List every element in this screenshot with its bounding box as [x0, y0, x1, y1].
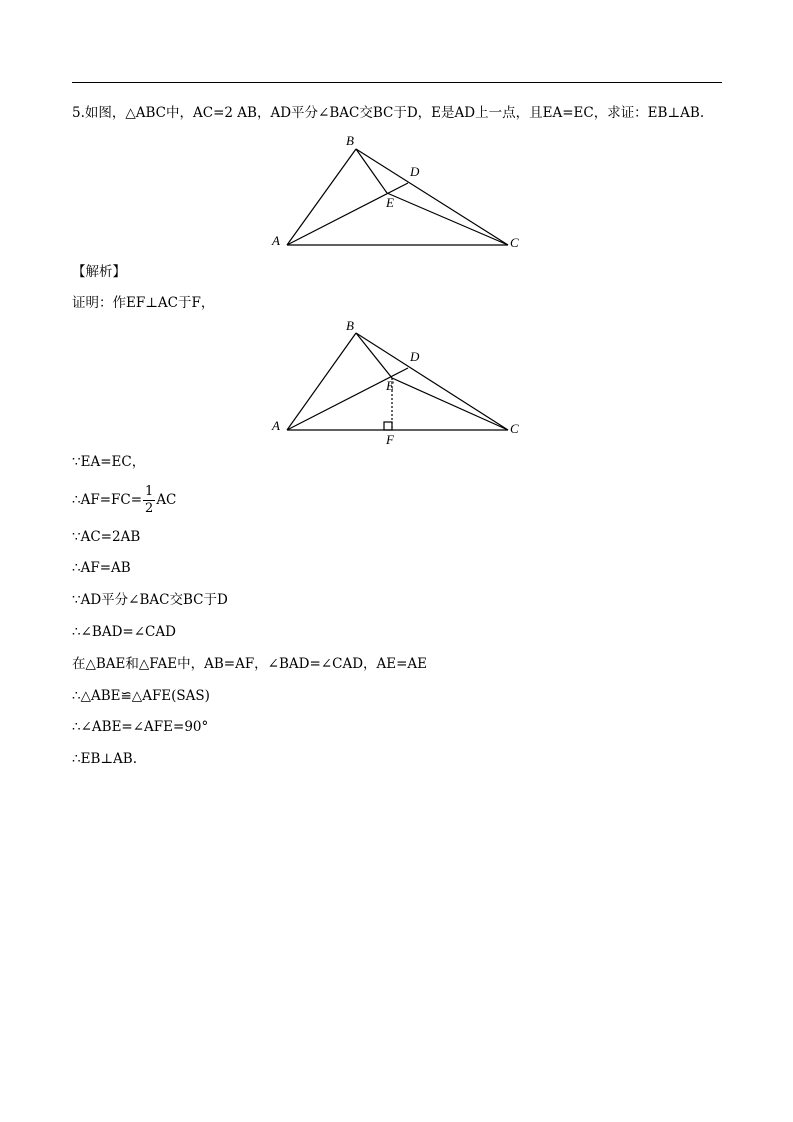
label-e: E — [386, 195, 394, 210]
step-9: ∴∠ABE=∠AFE=90° — [72, 719, 209, 735]
label-c: C — [510, 421, 519, 436]
label-b: B — [346, 318, 354, 333]
step-5: ∵AD平分∠BAC交BC于D — [72, 592, 228, 608]
analysis-heading: 【解析】 — [72, 264, 126, 280]
label-b: B — [346, 133, 354, 148]
label-d: D — [410, 164, 420, 179]
fraction-one-half — [143, 484, 155, 517]
header-rule — [72, 82, 722, 83]
label-d: D — [410, 349, 420, 364]
fraction-denominator: 2 — [145, 501, 154, 516]
step-10: ∴EB⊥AB. — [72, 751, 138, 767]
question-text: 5.如图，△ABC中，AC=2 AB，AD平分∠BAC交BC于D，E是AD上一点，且EA=EC，求证：EB⊥AB. — [72, 105, 705, 121]
step-2 — [72, 480, 176, 520]
segment-be — [356, 149, 387, 193]
step-7: 在△BAE和△FAE中，AB=AF，∠BAD=∠CAD，AE=AE — [72, 656, 428, 672]
step-8: ∴△ABE≌△AFE(SAS) — [72, 688, 210, 704]
segment-ec — [387, 193, 508, 245]
figure-triangle-1 — [260, 128, 540, 253]
right-angle-mark — [384, 422, 392, 430]
segment-ab — [287, 333, 356, 430]
label-f: F — [386, 432, 394, 447]
fraction-numerator: 1 — [145, 484, 154, 499]
segment-bc — [356, 149, 508, 245]
step-4: ∴AF=AB — [72, 560, 131, 576]
figure-triangle-2 — [260, 312, 540, 447]
label-a: A — [272, 418, 280, 433]
step-2-prefix: ∴AF=FC= — [72, 492, 143, 508]
step-6: ∴∠BAD=∠CAD — [72, 624, 176, 640]
label-e: E — [386, 378, 394, 393]
step-1: ∵EA=EC， — [72, 454, 146, 470]
segment-bc — [356, 333, 508, 430]
step-2-suffix: AC — [156, 492, 177, 508]
step-3: ∵AC=2AB — [72, 529, 141, 545]
segment-ab — [287, 149, 356, 245]
segment-ec — [392, 378, 508, 430]
label-a: A — [272, 233, 280, 248]
segment-ad — [287, 183, 408, 245]
label-c: C — [510, 235, 519, 250]
segment-be — [356, 333, 392, 378]
proof-intro: 证明：作EF⊥AC于F， — [72, 295, 215, 311]
